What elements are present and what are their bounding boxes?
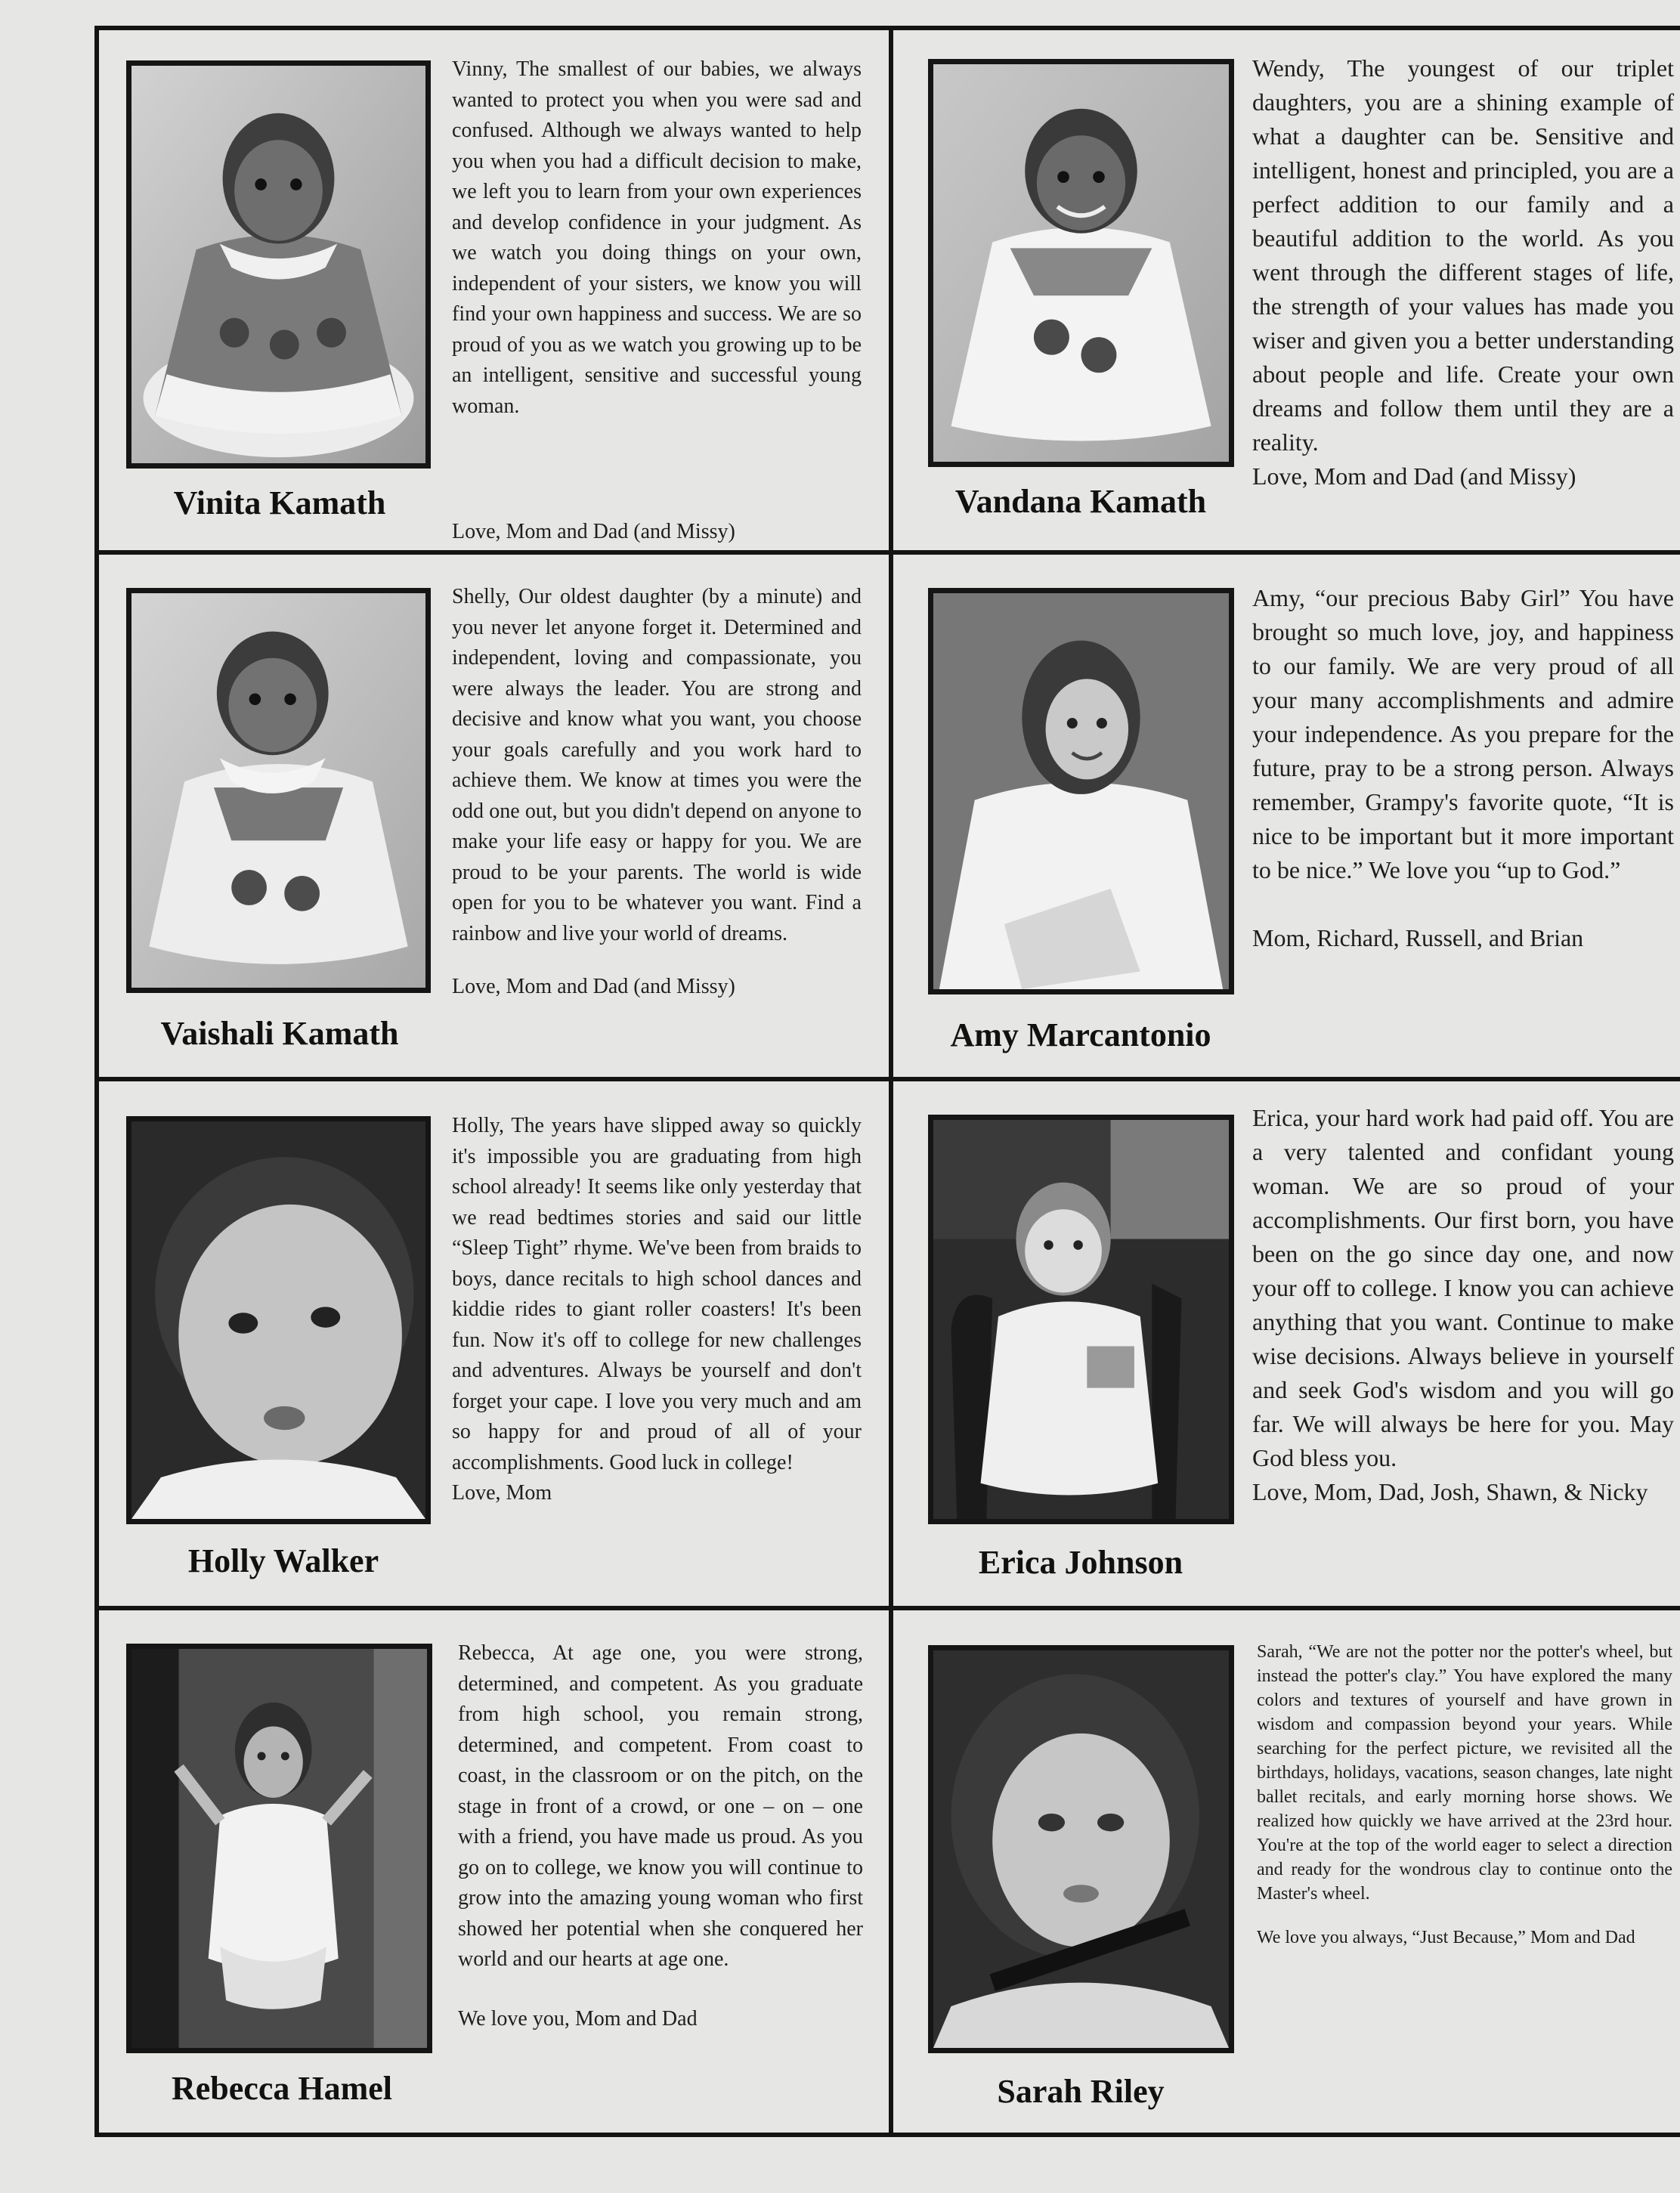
student-name: Amy Marcantonio xyxy=(950,1016,1211,1053)
message-signature: Love, Mom and Dad (and Missy) xyxy=(1252,462,1576,490)
toddler-in-chair-photo xyxy=(933,1120,1229,1519)
student-name: Vaishali Kamath xyxy=(160,1015,399,1052)
message-body: Shelly, Our oldest daughter (by a minute) and you never let anyone forget it. Determined and independent, loving and compassionate, you were always the leader. You are strong and decisive and know what you want, you choose your goals carefully and you work hard to achieve them. We know at times you were the odd one out, but you didn't depend on anyone to make your life easy or happy for you. We are proud to be your parents. The world is wide open for you to be whatever you want. Find a rainbow and live your world of dreams. xyxy=(452,585,862,945)
child-portrait-photo xyxy=(933,593,1229,989)
message-signature: Mom, Richard, Russell, and Brian xyxy=(1252,924,1584,951)
grid-line-row1 xyxy=(94,550,1680,555)
message-body: Vinny, The smallest of our babies, we always wanted to protect you when you were sad and confused. Although we always wanted to help you when you had a difficult decision to make, we left you to learn from your own experiences and develop confidence in your judgment. As we watch you doing things on your own, independent of your sisters, we know you will find your own happiness and success. We are so proud of you as we watch you growing up to be an intelligent, sensitive and successful young woman. xyxy=(452,57,862,418)
message-signature: Love, Mom xyxy=(452,1481,552,1505)
baby-portrait-photo xyxy=(933,64,1229,462)
toddler-closeup-photo xyxy=(131,1121,425,1519)
grid-line-center xyxy=(889,26,893,2137)
message-signature: We love you, Mom and Dad xyxy=(458,2006,698,2031)
student-name: Sarah Riley xyxy=(997,2073,1165,2110)
student-name: Holly Walker xyxy=(187,1542,379,1579)
student-name: Vinita Kamath xyxy=(173,484,386,521)
message-body: Holly, The years have slipped away so quickly it's impossible you are graduating from high school already! It seems like only yesterday that we read bedtimes stories and said our little “Sleep Tight” rhyme. We've been from braids to boys, dance recitals to high school dances and kiddie rides to giant roller coasters! It's been fun. Now it's off to college for new challenges and adventures. Always be yourself and don't forget your cape. I love you very much and am so happy for and proud of all of your accomplishments. Good luck in college! xyxy=(452,1114,862,1474)
photo-vinita-kamath xyxy=(126,60,431,469)
baby-portrait-photo xyxy=(131,66,425,463)
grid-line-row2 xyxy=(94,1077,1680,1081)
photo-holly-walker xyxy=(126,1116,431,1524)
student-name: Rebecca Hamel xyxy=(172,2070,392,2107)
parent-message xyxy=(1252,581,1674,1072)
student-name: Erica Johnson xyxy=(978,1544,1183,1581)
photo-vandana-kamath xyxy=(928,59,1234,467)
message-body: Wendy, The youngest of our triplet daughters, you are a shining example of what a daughter can be. Sensitive and intelligent, honest and principled, you are a perfect addition to our family and a beautiful addition to the world. As you went through the different stages of life, the strength of your values has made you wiser and given you a better understanding about people and life. Create your own dreams and follow them until they are a reality. xyxy=(1252,54,1674,456)
message-body: Erica, your hard work had paid off. You are a very talented and confidant young woman. We are so proud of your accomplishments. Our first born, you have been on the go since day one, and now your off to college. I know you can achieve anything that you want. Continue to make wise decisions. Always believe in yourself and seek God's wisdom and you will go far. We will always be here for you. May God bless you. xyxy=(1252,1104,1674,1471)
parent-message xyxy=(1257,1640,1672,2131)
parent-message xyxy=(458,1638,863,2130)
baby-portrait-photo xyxy=(131,593,425,988)
photo-rebecca-hamel xyxy=(126,1644,432,2053)
message-body: Amy, “our precious Baby Girl” You have brought so much love, joy, and happiness to our family. We are very proud of all your many accomplishments and admire your independence. As you prepare for the future, pray to be a strong person. Always remember, Grampy's favorite quote, “It is nice to be important but it more important to be nice.” We love you “up to God.” xyxy=(1252,584,1674,883)
parent-message xyxy=(452,1111,862,1602)
photo-erica-johnson xyxy=(928,1115,1234,1524)
toddler-standing-doorway-photo xyxy=(131,1649,427,2048)
message-signature: We love you always, “Just Because,” Mom and Dad xyxy=(1257,1928,1635,1947)
student-name: Vandana Kamath xyxy=(954,483,1207,520)
message-signature: Love, Mom and Dad (and Missy) xyxy=(452,975,735,998)
grid-line-left xyxy=(94,26,99,2137)
grid-line-top xyxy=(94,26,1680,30)
message-body: Sarah, “We are not the potter nor the potter's wheel, but instead the potter's clay.” You have explored the many colors and textures of yourself and have grown in wisdom and compassion beyond your years. While searching for the perfect picture, we revisited all the birthdays, holidays, vacations, season changes, late night ballet recitals, and early morning horse shows. We realized how quickly we have arrived at the 23rd hour. You're at the top of the world eager to select a direction and ready for the wondrous clay to continue onto the Master's wheel. xyxy=(1257,1642,1672,1904)
photo-sarah-riley xyxy=(928,1645,1234,2053)
message-body: Rebecca, At age one, you were strong, determined, and competent. As you graduate from high school, you remain strong, determined, and competent. From coast to coast, in the classroom or on the pitch, on the stage in front of a crowd, or one – on – one with a friend, you have made us proud. As you go on to college, we know you will continue to grow into the amazing young woman who first showed her potential when she conquered her world and our hearts at age one. xyxy=(458,1641,863,1971)
message-signature: Love, Mom and Dad (and Missy) xyxy=(452,520,735,543)
photo-amy-marcantonio xyxy=(928,588,1234,994)
message-signature: Love, Mom, Dad, Josh, Shawn, & Nicky xyxy=(1252,1478,1648,1505)
child-closeup-photo xyxy=(933,1650,1229,2048)
grid-line-row3 xyxy=(94,1606,1680,1610)
photo-vaishali-kamath xyxy=(126,588,431,993)
parent-message xyxy=(1252,1101,1674,1600)
parent-message xyxy=(1252,51,1674,543)
parent-message xyxy=(452,582,862,1073)
grid-line-bottom xyxy=(94,2133,1680,2137)
parent-message xyxy=(452,54,862,546)
